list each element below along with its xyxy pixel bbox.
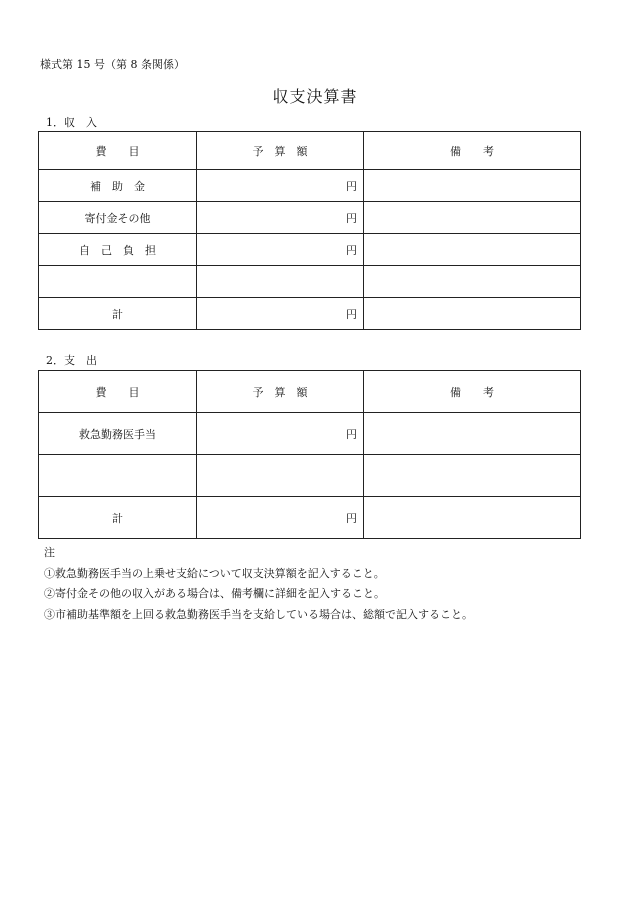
note-item: ②寄付金その他の収入がある場合は、備考欄に詳細を記入すること。 (44, 587, 385, 600)
expense-section-title: 2．支 出 (46, 354, 97, 367)
row-amount: 円 (197, 170, 364, 202)
income-row-total (39, 298, 581, 330)
header-remarks: 備 考 (364, 132, 581, 170)
header-amount: 予 算 額 (197, 371, 364, 413)
row-remarks (364, 298, 581, 330)
income-row-self-pay (39, 234, 581, 266)
row-remarks (364, 413, 581, 455)
income-row-blank (39, 266, 581, 298)
income-table (38, 131, 581, 330)
row-item: 自 己 負 担 (39, 234, 197, 266)
row-remarks (364, 266, 581, 298)
row-item (39, 266, 197, 298)
income-header-row (39, 132, 581, 170)
header-item: 費 目 (39, 371, 197, 413)
notes-label: 注 (44, 546, 55, 559)
header-remarks: 備 考 (364, 371, 581, 413)
row-item (39, 455, 197, 497)
row-item: 補 助 金 (39, 170, 197, 202)
notes (44, 543, 473, 625)
income-row-donations (39, 202, 581, 234)
expense-row-total (39, 497, 581, 539)
row-amount (197, 266, 364, 298)
row-item: 救急勤務医手当 (39, 413, 197, 455)
row-item: 寄付金その他 (39, 202, 197, 234)
expense-header-row (39, 371, 581, 413)
row-amount: 円 (197, 202, 364, 234)
row-amount: 円 (197, 497, 364, 539)
form-number: 様式第 15 号（第 8 条関係） (40, 58, 185, 71)
row-remarks (364, 455, 581, 497)
row-remarks (364, 170, 581, 202)
note-item: ①救急勤務医手当の上乗せ支給について収支決算額を記入すること。 (44, 566, 385, 580)
row-amount: 円 (197, 298, 364, 330)
row-amount (197, 455, 364, 497)
note-item: ③市補助基準額を上回る救急勤務医手当を支給している場合は、総額で記入すること。 (44, 607, 473, 621)
expense-row-blank (39, 455, 581, 497)
row-amount: 円 (197, 234, 364, 266)
header-amount: 予 算 額 (197, 132, 364, 170)
row-remarks (364, 234, 581, 266)
row-remarks (364, 202, 581, 234)
row-item: 計 (39, 298, 197, 330)
expense-row-emergency-allowance (39, 413, 581, 455)
row-item: 計 (39, 497, 197, 539)
income-section-title: 1．収 入 (46, 116, 97, 129)
document-title: 収支決算書 (272, 87, 358, 106)
row-remarks (364, 497, 581, 539)
expense-table (38, 370, 581, 539)
income-row-subsidy (39, 170, 581, 202)
row-amount: 円 (197, 413, 364, 455)
header-item: 費 目 (39, 132, 197, 170)
